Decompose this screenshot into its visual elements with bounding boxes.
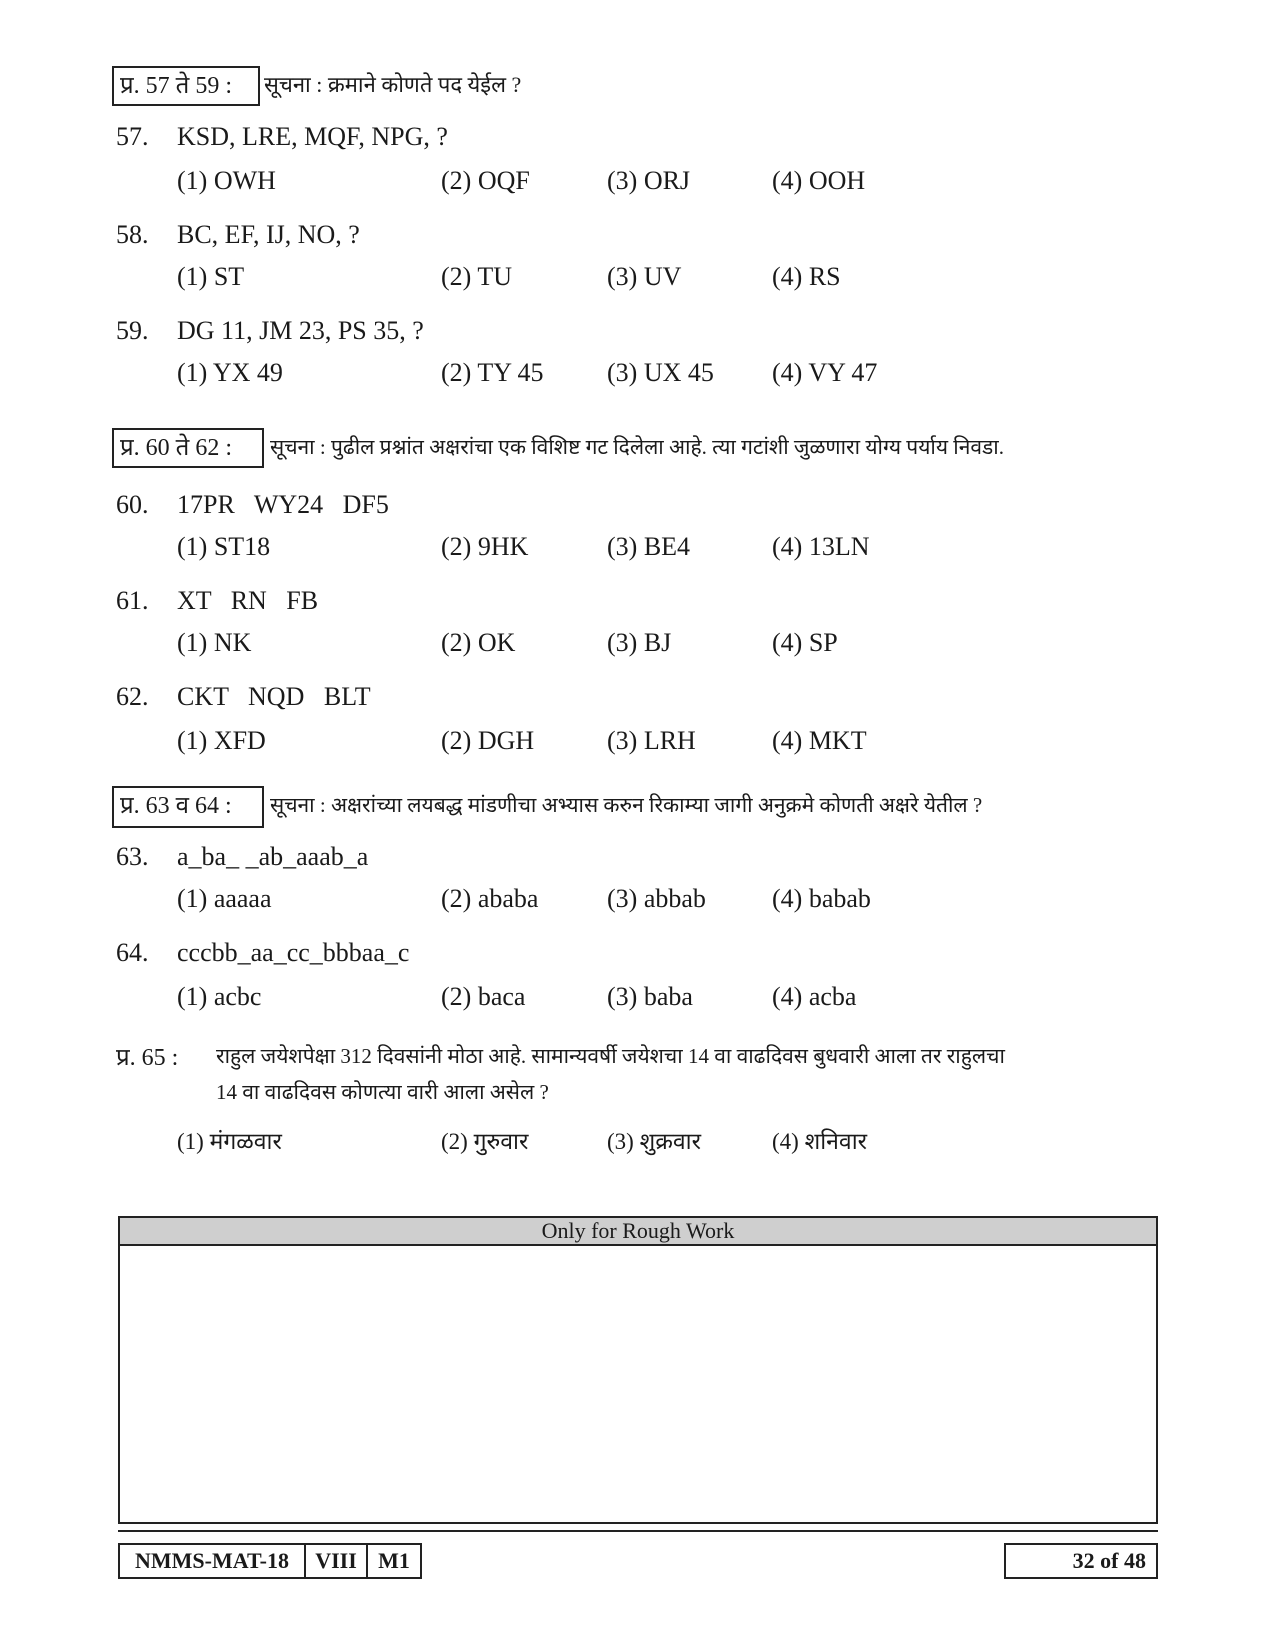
option-3: (3) BE4	[607, 532, 691, 561]
section-header-60-62	[112, 428, 1158, 470]
question-text-line-2: 14 वा वाढदिवस कोणत्या वारी आला असेल ?	[216, 1080, 549, 1104]
option-1: (1) aaaaa	[177, 884, 272, 913]
question-number: 58.	[116, 220, 149, 249]
option-2: (2) DGH	[441, 726, 535, 755]
option-3: (3) UX 45	[607, 358, 714, 387]
option-4: (4) RS	[772, 262, 841, 291]
option-2: (2) TU	[441, 262, 513, 291]
section-header-63-64	[112, 786, 1158, 828]
option-1: (1) YX 49	[177, 358, 283, 387]
question-label: प्र. 65 :	[116, 1045, 179, 1071]
question-text: DG 11, JM 23, PS 35, ?	[177, 316, 424, 345]
question-number: 62.	[116, 682, 149, 711]
rough-work-title: Only for Rough Work	[120, 1218, 1156, 1246]
question-number: 63.	[116, 842, 149, 871]
question-text: cccbb_aa_cc_bbbaa_c	[177, 938, 410, 967]
section-label: प्र. 60 ते 62 :	[112, 428, 264, 468]
section-label: प्र. 63 व 64 :	[112, 786, 264, 828]
option-2: (2) baca	[441, 982, 526, 1011]
option-3: (3) abbab	[607, 884, 706, 913]
question-text: BC, EF, IJ, NO, ?	[177, 220, 360, 249]
question-text: CKT NQD BLT	[177, 682, 371, 711]
footer-medium: M1	[366, 1543, 422, 1579]
page-number: 32 of 48	[1004, 1543, 1158, 1579]
footer-code: NMMS-MAT-18	[118, 1543, 306, 1579]
footer-divider	[118, 1530, 1158, 1532]
section-label: प्र. 57 ते 59 :	[112, 66, 260, 106]
option-3: (3) BJ	[607, 628, 672, 657]
option-4: (4) VY 47	[772, 358, 878, 387]
footer-class: VIII	[304, 1543, 368, 1579]
option-2: (2) गुरुवार	[441, 1129, 529, 1154]
option-1: (1) OWH	[177, 166, 276, 195]
option-4: (4) SP	[772, 628, 838, 657]
option-3: (3) LRH	[607, 726, 696, 755]
rough-work-box	[118, 1216, 1158, 1524]
option-3: (3) ORJ	[607, 166, 691, 195]
question-number: 60.	[116, 490, 149, 519]
option-1: (1) मंगळवार	[177, 1129, 282, 1154]
question-number: 64.	[116, 938, 149, 967]
option-2: (2) OQF	[441, 166, 530, 195]
section-header-57-59	[112, 66, 1112, 108]
option-2: (2) OK	[441, 628, 516, 657]
option-1: (1) acbc	[177, 982, 262, 1011]
question-number: 57.	[116, 122, 149, 151]
option-1: (1) XFD	[177, 726, 266, 755]
section-instruction: सूचना : क्रमाने कोणते पद येईल ?	[264, 72, 522, 97]
option-2: (2) 9HK	[441, 532, 529, 561]
option-4: (4) शनिवार	[772, 1129, 868, 1154]
option-2: (2) ababa	[441, 884, 539, 913]
question-number: 59.	[116, 316, 149, 345]
option-1: (1) NK	[177, 628, 252, 657]
section-instruction: सूचना : पुढील प्रश्नांत अक्षरांचा एक विशिष्ट गट दिलेला आहे. त्या गटांशी जुळणारा योग्य पर्याय निवडा.	[270, 435, 1004, 459]
question-number: 61.	[116, 586, 149, 615]
option-3: (3) UV	[607, 262, 682, 291]
option-4: (4) 13LN	[772, 532, 870, 561]
option-4: (4) babab	[772, 884, 871, 913]
option-3: (3) baba	[607, 982, 693, 1011]
question-text: XT RN FB	[177, 586, 319, 615]
option-3: (3) शुक्रवार	[607, 1129, 702, 1154]
section-instruction: सूचना : अक्षरांच्या लयबद्ध मांडणीचा अभ्यास करुन रिकाम्या जागी अनुक्रमे कोणती अक्षरे येतील ?	[270, 793, 983, 817]
option-1: (1) ST	[177, 262, 245, 291]
question-text: 17PR WY24 DF5	[177, 490, 389, 519]
option-2: (2) TY 45	[441, 358, 544, 387]
question-text: KSD, LRE, MQF, NPG, ?	[177, 122, 448, 151]
option-4: (4) MKT	[772, 726, 867, 755]
option-1: (1) ST18	[177, 532, 271, 561]
option-4: (4) OOH	[772, 166, 866, 195]
question-text-line-1: राहुल जयेशपेक्षा 312 दिवसांनी मोठा आहे. सामान्यवर्षी जयेशचा 14 वा वाढदिवस बुधवारी आला तर राहुलचा	[216, 1044, 1005, 1068]
option-4: (4) acba	[772, 982, 857, 1011]
question-text: a_ba_ _ab_aaab_a	[177, 842, 369, 871]
